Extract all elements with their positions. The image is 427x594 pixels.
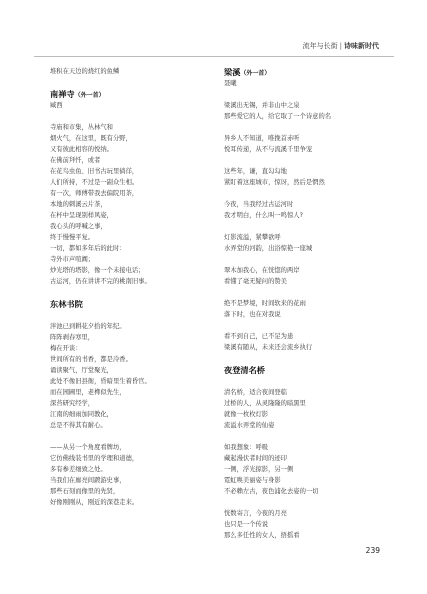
poem-line: 也只是一个传说 <box>224 521 269 528</box>
poem-line: 恍数寄言，今夜的月亮 <box>224 510 287 517</box>
poem-line: 悦耳传递，从不与流溪千里争宠 <box>224 146 313 153</box>
poem-author: 聂曦 <box>224 80 237 87</box>
poem-title-text: 东林书院 <box>50 299 83 309</box>
poem-line: 多有参差细致之处。 <box>50 466 107 473</box>
poem-line: 一侧，浮光掠影，另一侧 <box>224 466 294 473</box>
poem-body <box>224 387 374 541</box>
poem-line: 梁溪有随从，未来还会流乡执行 <box>224 344 313 351</box>
poem-line: 终于慢慢平复。 <box>50 234 95 241</box>
poem-body <box>224 100 374 353</box>
poem-line: 这些年，谦，直勾勾地 <box>224 168 287 175</box>
poem-line: 而在园圃里，老榫似先生， <box>50 389 126 396</box>
poem-line: 江南的细雨加同教化， <box>50 411 113 418</box>
poem-line: ——从另一个角度看牌坊， <box>50 444 126 451</box>
poem-line: 在杯中呈现别样风姿， <box>50 212 113 219</box>
poem-line: 紧盯着这座城市，惊讶，然后是惘然 <box>224 179 325 186</box>
poem-line: 梁溪出无锡，并非山中之泉 <box>224 102 300 109</box>
poem-title <box>224 66 374 78</box>
header-rule <box>34 56 394 57</box>
poem-line: 异乡人不知道，唯挽首赤听 <box>224 135 300 142</box>
header-separator: | <box>339 42 342 50</box>
poem-line: 我才明白，什么叫一鸣惊人? <box>224 212 303 219</box>
poem-line: 此处不像旧县衙，昏暗里生着昏官。 <box>50 378 151 385</box>
poem-title <box>50 88 200 100</box>
poem-line: 看不到自己，已不足为患 <box>224 333 294 340</box>
poem-title-suffix: （外一首） <box>240 70 271 77</box>
poem-line: 流溢水弄堂的仙姿 <box>224 422 275 429</box>
poem-line: 那些石刻而像里的先贤， <box>50 488 120 495</box>
stanza-break <box>50 431 200 442</box>
stanza-break <box>224 254 374 265</box>
stanza-break <box>224 497 374 508</box>
poem-line: 落下时，也在对我说 <box>224 311 281 318</box>
poem-body <box>50 321 200 508</box>
poem-line: 那么多任性的女人，捂摇看 <box>224 532 300 539</box>
section-title: 诗味新时代 <box>344 42 379 50</box>
book-title: 流年与长街 <box>302 42 338 50</box>
stanza-break <box>224 221 374 232</box>
poem-line: 寺外市声喧阗； <box>50 256 95 263</box>
poem-line: 寺庙和市集，丛林气和 <box>50 124 113 131</box>
stanza-break <box>224 155 374 166</box>
poem-line: 深苔研究经学， <box>50 400 95 407</box>
poem-line: 清名桥，适合夜间登临 <box>224 389 287 396</box>
poem-line: 水弄堂的河韵，出浴惊艳一座城 <box>224 245 313 252</box>
poem-line: 诵读聚气，厅堂聚光， <box>50 367 113 374</box>
poem-line: 霓虹唤美丽姿与身影 <box>224 477 281 484</box>
poem-body <box>50 122 200 287</box>
poem-line: 看懂了毫无疑问的赞美 <box>224 278 287 285</box>
poem-title-text: 梁溪 <box>224 67 241 77</box>
poem-line: 今夜，当我经过古运河时 <box>224 201 294 208</box>
poem-line: 阵阵剥春寒里， <box>50 334 95 341</box>
poem-line: 一切，都如多年后的此时： <box>50 245 126 252</box>
poem-line: 那些爱它的人，给它取了一个诗意的名 <box>224 113 332 120</box>
poem-author: 臧西 <box>50 102 63 109</box>
poem-title-text: 南禅寺 <box>50 89 75 99</box>
poem-line: 过桥的人，从灵隆隆的暗黑里 <box>224 400 306 407</box>
poem-line: 总是不得其有耐心。 <box>50 422 107 429</box>
poem-line: 泮池已到耕花夕拾的年纪。 <box>50 323 126 330</box>
poem-line: 古运河，仍在讲讲不完的桃南旧事。 <box>50 278 151 285</box>
poem-line: 世间所有的书香，都是冷香。 <box>50 356 132 363</box>
right-column <box>224 66 374 541</box>
poem-line: 有一次，师傅带我去偏院用茶， <box>50 190 139 197</box>
poem-line: 绝不是梦境，时间软来的花雨 <box>224 300 306 307</box>
stanza-break <box>224 320 374 331</box>
poem-line: 翠木加我心，在恍惚的两岸 <box>224 267 300 274</box>
poem-line: 就像一枚枚灯影 <box>224 411 269 418</box>
left-column <box>50 66 200 508</box>
poem-line: 烟火气，在这里，既有分野， <box>50 135 132 142</box>
poem-line: 堆积在天边的烧红的鱼鳞 <box>50 68 120 75</box>
poem-title-text: 夜登清名桥 <box>224 365 265 375</box>
stanza-break <box>224 188 374 199</box>
poem-line: 藏起漫伏者时间的迹印 <box>224 455 287 462</box>
poem-line: 灯影流溢，紧攀欲呼 <box>224 234 281 241</box>
poem-line: 它仿佛线装书里的学理和道德， <box>50 455 139 462</box>
poem-line: 又有彼此相容的悦纳。 <box>50 146 113 153</box>
poem-line: 梅在开谈： <box>50 345 82 352</box>
running-header <box>303 41 379 51</box>
poem-line: 炒光塔的塔影，像一个未接电话； <box>50 267 145 274</box>
poem-line: 在花鸟虫鱼、旧书古玩里徜徉， <box>50 168 139 175</box>
poem-title-suffix: （外一首） <box>74 92 105 99</box>
stanza-break <box>224 122 374 133</box>
page-number: 239 <box>365 546 380 555</box>
poem-line: 如我想象：呼吸 <box>224 444 269 451</box>
poem-line: 当我们在廊亮间踱游史事， <box>50 477 126 484</box>
poem-title <box>224 364 374 376</box>
poem-line: 人们所持，不过是一副众生相。 <box>50 179 139 186</box>
poem-line: 不必賴左古，夜色浦化去姿的一切 <box>224 488 319 495</box>
poem-line: 好像刚刚从，刚近的深巷走来。 <box>50 499 139 506</box>
poem-line: 在佛前拜忏，或者 <box>50 157 101 164</box>
poem-line: 本地的刺溪云片茶， <box>50 201 107 208</box>
poem-title <box>50 298 200 310</box>
poem-line: 我心头的呼喊之事， <box>50 223 107 230</box>
stanza-break <box>224 431 374 442</box>
stanza-break <box>224 287 374 298</box>
